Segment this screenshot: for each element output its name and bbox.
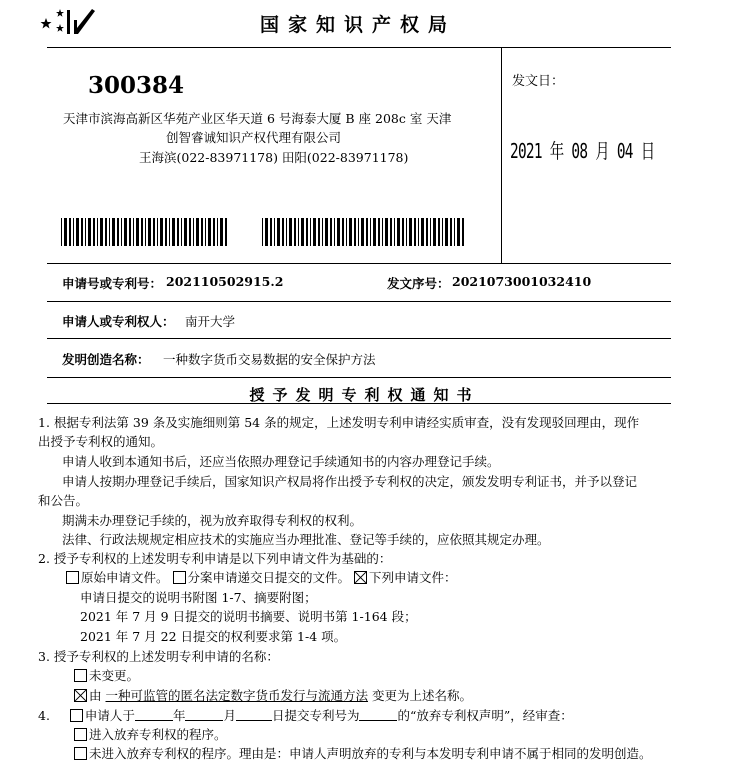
clause-2: 2. 授予专利权的上述发明专利申请是以下列申请文件为基础的： <box>38 551 392 566</box>
clause-3: 3. 授予专利权的上述发明专利申请的名称： <box>38 649 279 664</box>
clause-3-option-1 <box>74 666 139 684</box>
waiver-month: 月 <box>223 708 236 723</box>
waiver-text-c: 的“放弃专利权声明”，经审查： <box>397 708 573 723</box>
checkbox-waiver-entered[interactable] <box>74 728 87 741</box>
old-invention-name: 一种可监管的匿名法定数字货币发行与流通方法 <box>105 688 369 703</box>
checkbox-name-unchanged[interactable] <box>74 669 87 682</box>
clause-1-sub2-line2: 和公告。 <box>38 493 89 508</box>
cnipa-logo <box>38 6 100 36</box>
postcode: 300384 <box>88 72 185 99</box>
doc-item-3: 2021 年 7 月 22 日提交的权利要求第 1-4 项。 <box>80 629 347 644</box>
checkbox-original-docs[interactable] <box>66 571 79 584</box>
applicant-value: 南开大学 <box>185 314 236 329</box>
clause-1-sub2-line1: 申请人按期办理登记手续后，国家知识产权局将作出授予专利权的决定，颁发发明专利证书，并予以登记 <box>62 474 638 489</box>
checkbox-waiver[interactable] <box>70 709 83 722</box>
doc-item-2: 2021 年 7 月 9 日提交的说明书摘要、说明书第 1-164 段； <box>80 609 417 624</box>
clause-1-line1: 1. 根据专利法第 39 条及实施细则第 54 条的规定，上述发明专利申请经实质审查，没有发现驳回理由，现作 <box>38 415 640 430</box>
doc-item-1: 申请日提交的说明书附图 1-7、摘要附图； <box>80 590 317 605</box>
blank-patent-no[interactable] <box>359 709 397 721</box>
option-original-docs: 原始申请文件。 <box>81 570 169 585</box>
clause-4-number: 4. <box>38 708 50 723</box>
waiver-year: 年 <box>172 708 186 723</box>
office-name: 国家知识产权局 <box>260 14 457 36</box>
checkbox-divisional-docs[interactable] <box>173 571 186 584</box>
checkbox-following-docs[interactable] <box>354 571 367 584</box>
option-name-unchanged: 未变更。 <box>89 668 140 683</box>
dispatch-date: 2021 年 08 月 04 日 <box>510 139 655 163</box>
divider <box>47 338 671 339</box>
option-following-docs: 下列申请文件： <box>369 570 457 585</box>
agency-name: 创智睿诚知识产权代理有限公司 <box>166 130 342 145</box>
clause-1-sub3: 期满未办理登记手续的，视为放弃取得专利权的权利。 <box>62 513 363 528</box>
divider <box>47 377 671 378</box>
clause-4-option-2 <box>74 744 652 762</box>
barcode-left <box>61 218 228 246</box>
divider-vertical <box>501 47 502 263</box>
waiver-text-b: 日提交专利号为 <box>271 708 360 723</box>
notice-title: 授予发明专利权通知书 <box>249 386 480 404</box>
applicant-label: 申请人或专利权人： <box>62 314 175 329</box>
checkbox-name-changed[interactable] <box>74 689 87 702</box>
waiver-text-a: 申请人于 <box>84 708 135 723</box>
divider <box>47 301 671 302</box>
clause-4-option-1 <box>74 725 227 743</box>
changed-suffix: 变更为上述名称。 <box>372 688 473 703</box>
clause-1-sub1: 申请人收到本通知书后，还应当依照办理登记手续通知书的内容办理登记手续。 <box>62 454 500 469</box>
checkbox-waiver-not-entered[interactable] <box>74 747 87 760</box>
clause-3-option-2 <box>74 686 472 704</box>
option-divisional-docs: 分案申请递交日提交的文件。 <box>187 570 351 585</box>
blank-month[interactable] <box>185 709 223 721</box>
invention-label: 发明创造名称： <box>62 352 150 367</box>
dispatch-date-label: 发文日： <box>512 74 565 89</box>
blank-year[interactable] <box>135 709 173 721</box>
changed-prefix: 由 <box>89 688 102 703</box>
option-waiver-not-entered: 未进入放弃专利权的程序。理由是：申请人声明放弃的专利与本发明专利申请不属于相同的发明创造。 <box>89 746 652 761</box>
doc-no-value: 2021073001032410 <box>452 274 592 289</box>
divider-top <box>47 47 671 48</box>
app-no-label: 申请号或专利号： <box>62 276 163 291</box>
clause-1-line2: 出授予专利权的通知。 <box>38 434 164 449</box>
doc-no-label: 发文序号： <box>387 276 450 291</box>
recipient-address: 天津市滨海高新区华苑产业区华天道 6 号海泰大厦 B 座 208c 室 天津 <box>63 111 452 126</box>
clause-2-options <box>66 568 457 586</box>
barcode-right <box>262 218 466 246</box>
option-waiver-entered: 进入放弃专利权的程序。 <box>89 727 227 742</box>
invention-value: 一种数字货币交易数据的安全保护方法 <box>163 352 376 367</box>
blank-day[interactable] <box>236 709 272 721</box>
agent-contacts: 王海滨(022-83971178) 田阳(022-83971178) <box>139 150 409 165</box>
clause-1-sub4: 法律、行政法规规定相应技术的实施应当办理批准、登记等手续的，应依照其规定办理。 <box>62 532 550 547</box>
app-no-value: 202110502915.2 <box>166 274 284 289</box>
clause-4 <box>38 706 573 724</box>
divider <box>47 263 671 264</box>
